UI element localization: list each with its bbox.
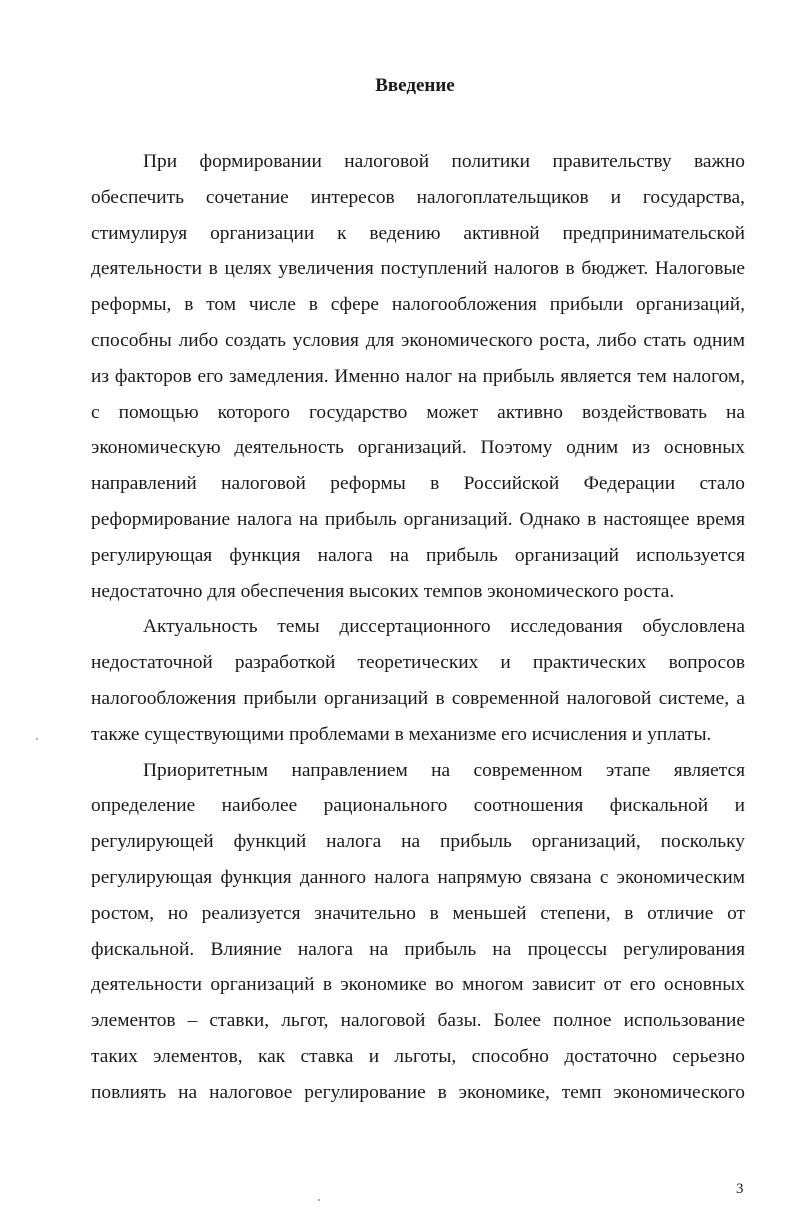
paragraph-2 bbox=[91, 609, 745, 752]
text-line: деятельности организаций в экономике во многом зависит от его основных bbox=[91, 974, 745, 996]
text-line: экономическую деятельность организаций. Поэтому одним из основных bbox=[91, 437, 745, 459]
page-number: 3 bbox=[736, 1181, 744, 1197]
text-line: определение наиболее рационального соотношения фискальной и bbox=[91, 795, 745, 817]
text-line: обеспечить сочетание интересов налогоплательщиков и государства, bbox=[91, 186, 745, 208]
text-line: регулирующей функций налога на прибыль организаций, поскольку bbox=[91, 831, 745, 853]
text-line: недостаточной разработкой теоретических и практических вопросов bbox=[91, 652, 745, 674]
text-line: повлиять на налоговое регулирование в экономике, темп экономического bbox=[91, 1081, 745, 1103]
text-line: При формировании налоговой политики правительству важно bbox=[143, 151, 745, 172]
body-text bbox=[91, 144, 745, 1111]
text-line: реформирование налога на прибыль организаций. Однако в настоящее время bbox=[91, 508, 745, 530]
text-line: реформы, в том числе в сфере налогообложения прибыли организаций, bbox=[91, 294, 745, 316]
text-line: ростом, но реализуется значительно в меньшей степени, в отличие от bbox=[91, 902, 745, 924]
paragraph-1 bbox=[91, 144, 745, 609]
text-line: направлений налоговой реформы в Российской Федерации стало bbox=[91, 473, 745, 495]
text-line: регулирующая функция налога на прибыль организаций используется bbox=[91, 544, 745, 566]
text-line: регулирующая функция данного налога напрямую связана с экономическим bbox=[91, 866, 745, 888]
text-line: способны либо создать условия для экономического роста, либо стать одним bbox=[91, 329, 745, 351]
text-line: таких элементов, как ставка и льготы, способно достаточно серьезно bbox=[91, 1045, 745, 1067]
scan-artifact bbox=[318, 1199, 320, 1201]
text-line: из факторов его замедления. Именно налог на прибыль является тем налогом, bbox=[91, 365, 745, 387]
scan-artifact bbox=[36, 738, 38, 740]
text-line: с помощью которого государство может активно воздействовать на bbox=[91, 401, 745, 423]
text-line: недостаточно для обеспечения высоких темпов экономического роста. bbox=[91, 580, 675, 602]
text-line: деятельности в целях увеличения поступлений налогов в бюджет. Налоговые bbox=[91, 258, 745, 280]
section-title: Введение bbox=[375, 75, 455, 96]
text-line: налогообложения прибыли организаций в современной налоговой системе, а bbox=[91, 687, 745, 709]
text-line: элементов – ставки, льгот, налоговой базы. Более полное использование bbox=[91, 1010, 745, 1032]
text-line: стимулируя организации к ведению активной предпринимательской bbox=[91, 222, 745, 244]
paragraph-3 bbox=[91, 753, 745, 1111]
text-line: фискальной. Влияние налога на прибыль на процессы регулирования bbox=[91, 938, 745, 960]
text-line: также существующими проблемами в механизме его исчисления и уплаты. bbox=[91, 723, 712, 745]
text-line: Приоритетным направлением на современном этапе является bbox=[143, 759, 745, 781]
text-line: Актуальность темы диссертационного исследования обусловлена bbox=[143, 616, 745, 638]
